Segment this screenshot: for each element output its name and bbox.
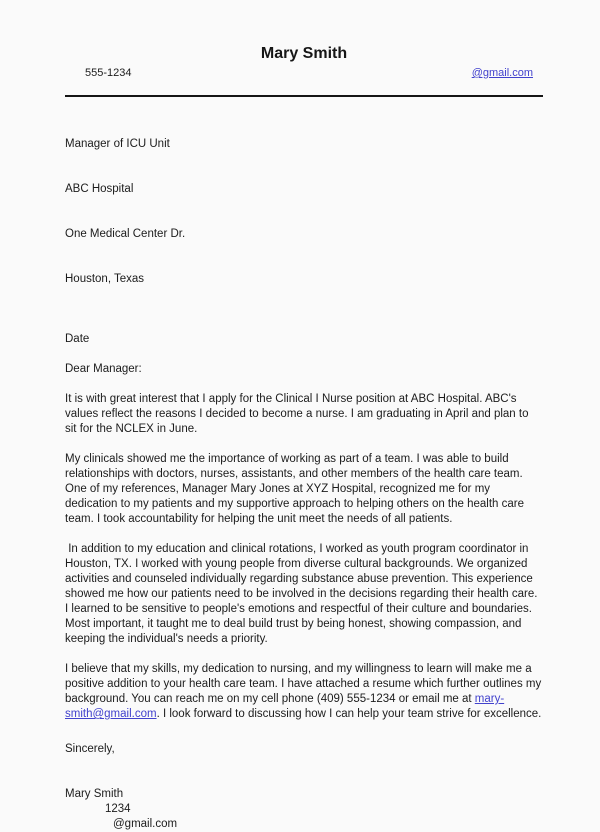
date-line: Date	[65, 333, 90, 345]
header-divider	[65, 95, 543, 97]
body-email-link[interactable]: mary-smith@gmail.com	[65, 693, 505, 720]
body-paragraph-1: It is with great interest that I apply for the Clinical I Nurse position at ABC Hospital. ABC's values reflect the reasons I decided to become a nurse. I am graduating in April and plan to sit for the NCLEX in June.	[65, 393, 532, 435]
signature-block	[65, 787, 543, 832]
paragraph-4-text-end: . I look forward to discussing how I can help your team strive for excellence.	[156, 708, 542, 720]
valediction: Sincerely,	[65, 743, 115, 755]
signature-phone: 1234	[105, 803, 131, 815]
recipient-line: Houston, Texas	[65, 273, 145, 285]
recipient-line: One Medical Center Dr.	[65, 228, 186, 240]
signature-name: Mary Smith	[65, 788, 124, 800]
paragraph-4-text-start: I believe that my skills, my dedication to nursing, and my willingness to learn will make me a positive addition to your health care team. I have attached a resume which further outlines my background. You can reach me on my cell phone (409) 555-1234 or email me at	[65, 663, 545, 705]
signature-email: @gmail.com	[113, 818, 178, 830]
recipient-address-block	[65, 107, 543, 317]
recipient-line: ABC Hospital	[65, 183, 134, 195]
salutation: Dear Manager:	[65, 363, 142, 375]
body-paragraph-2: My clinicals showed me the importance of working as part of a team. I was able to build relationships with doctors, nurses, assistants, and other members of the health care team. One of my references, Manager Mary Jones at XYZ Hospital, recognized me for my dedication to my patients and my supportive approach to helping others on the health care team. I took accountability for helping the unit meet the needs of all patients.	[65, 453, 528, 525]
body-paragraph-4	[65, 662, 543, 722]
header-email-link[interactable]: @gmail.com	[471, 67, 533, 79]
body-paragraph-3: In addition to my education and clinical rotations, I worked as youth program coordinator in Houston, TX. I worked with young people from diverse cultural backgrounds. We organized activities and counseled individually regarding substance abuse prevention. This experience showed me how our patients need to be involved in the decisions regarding their health care. I learned to be sensitive to people's emotions and respectful of their culture and boundaries. Most important, it taught me to deal build trust by being honest, showing compassion, and keeping the individual's needs a priority.	[65, 543, 541, 645]
contact-row	[65, 66, 543, 81]
header-phone: 555-1234	[85, 67, 132, 79]
header-name: Mary Smith	[260, 45, 348, 62]
recipient-line: Manager of ICU Unit	[65, 138, 170, 150]
letter-header	[65, 44, 543, 97]
